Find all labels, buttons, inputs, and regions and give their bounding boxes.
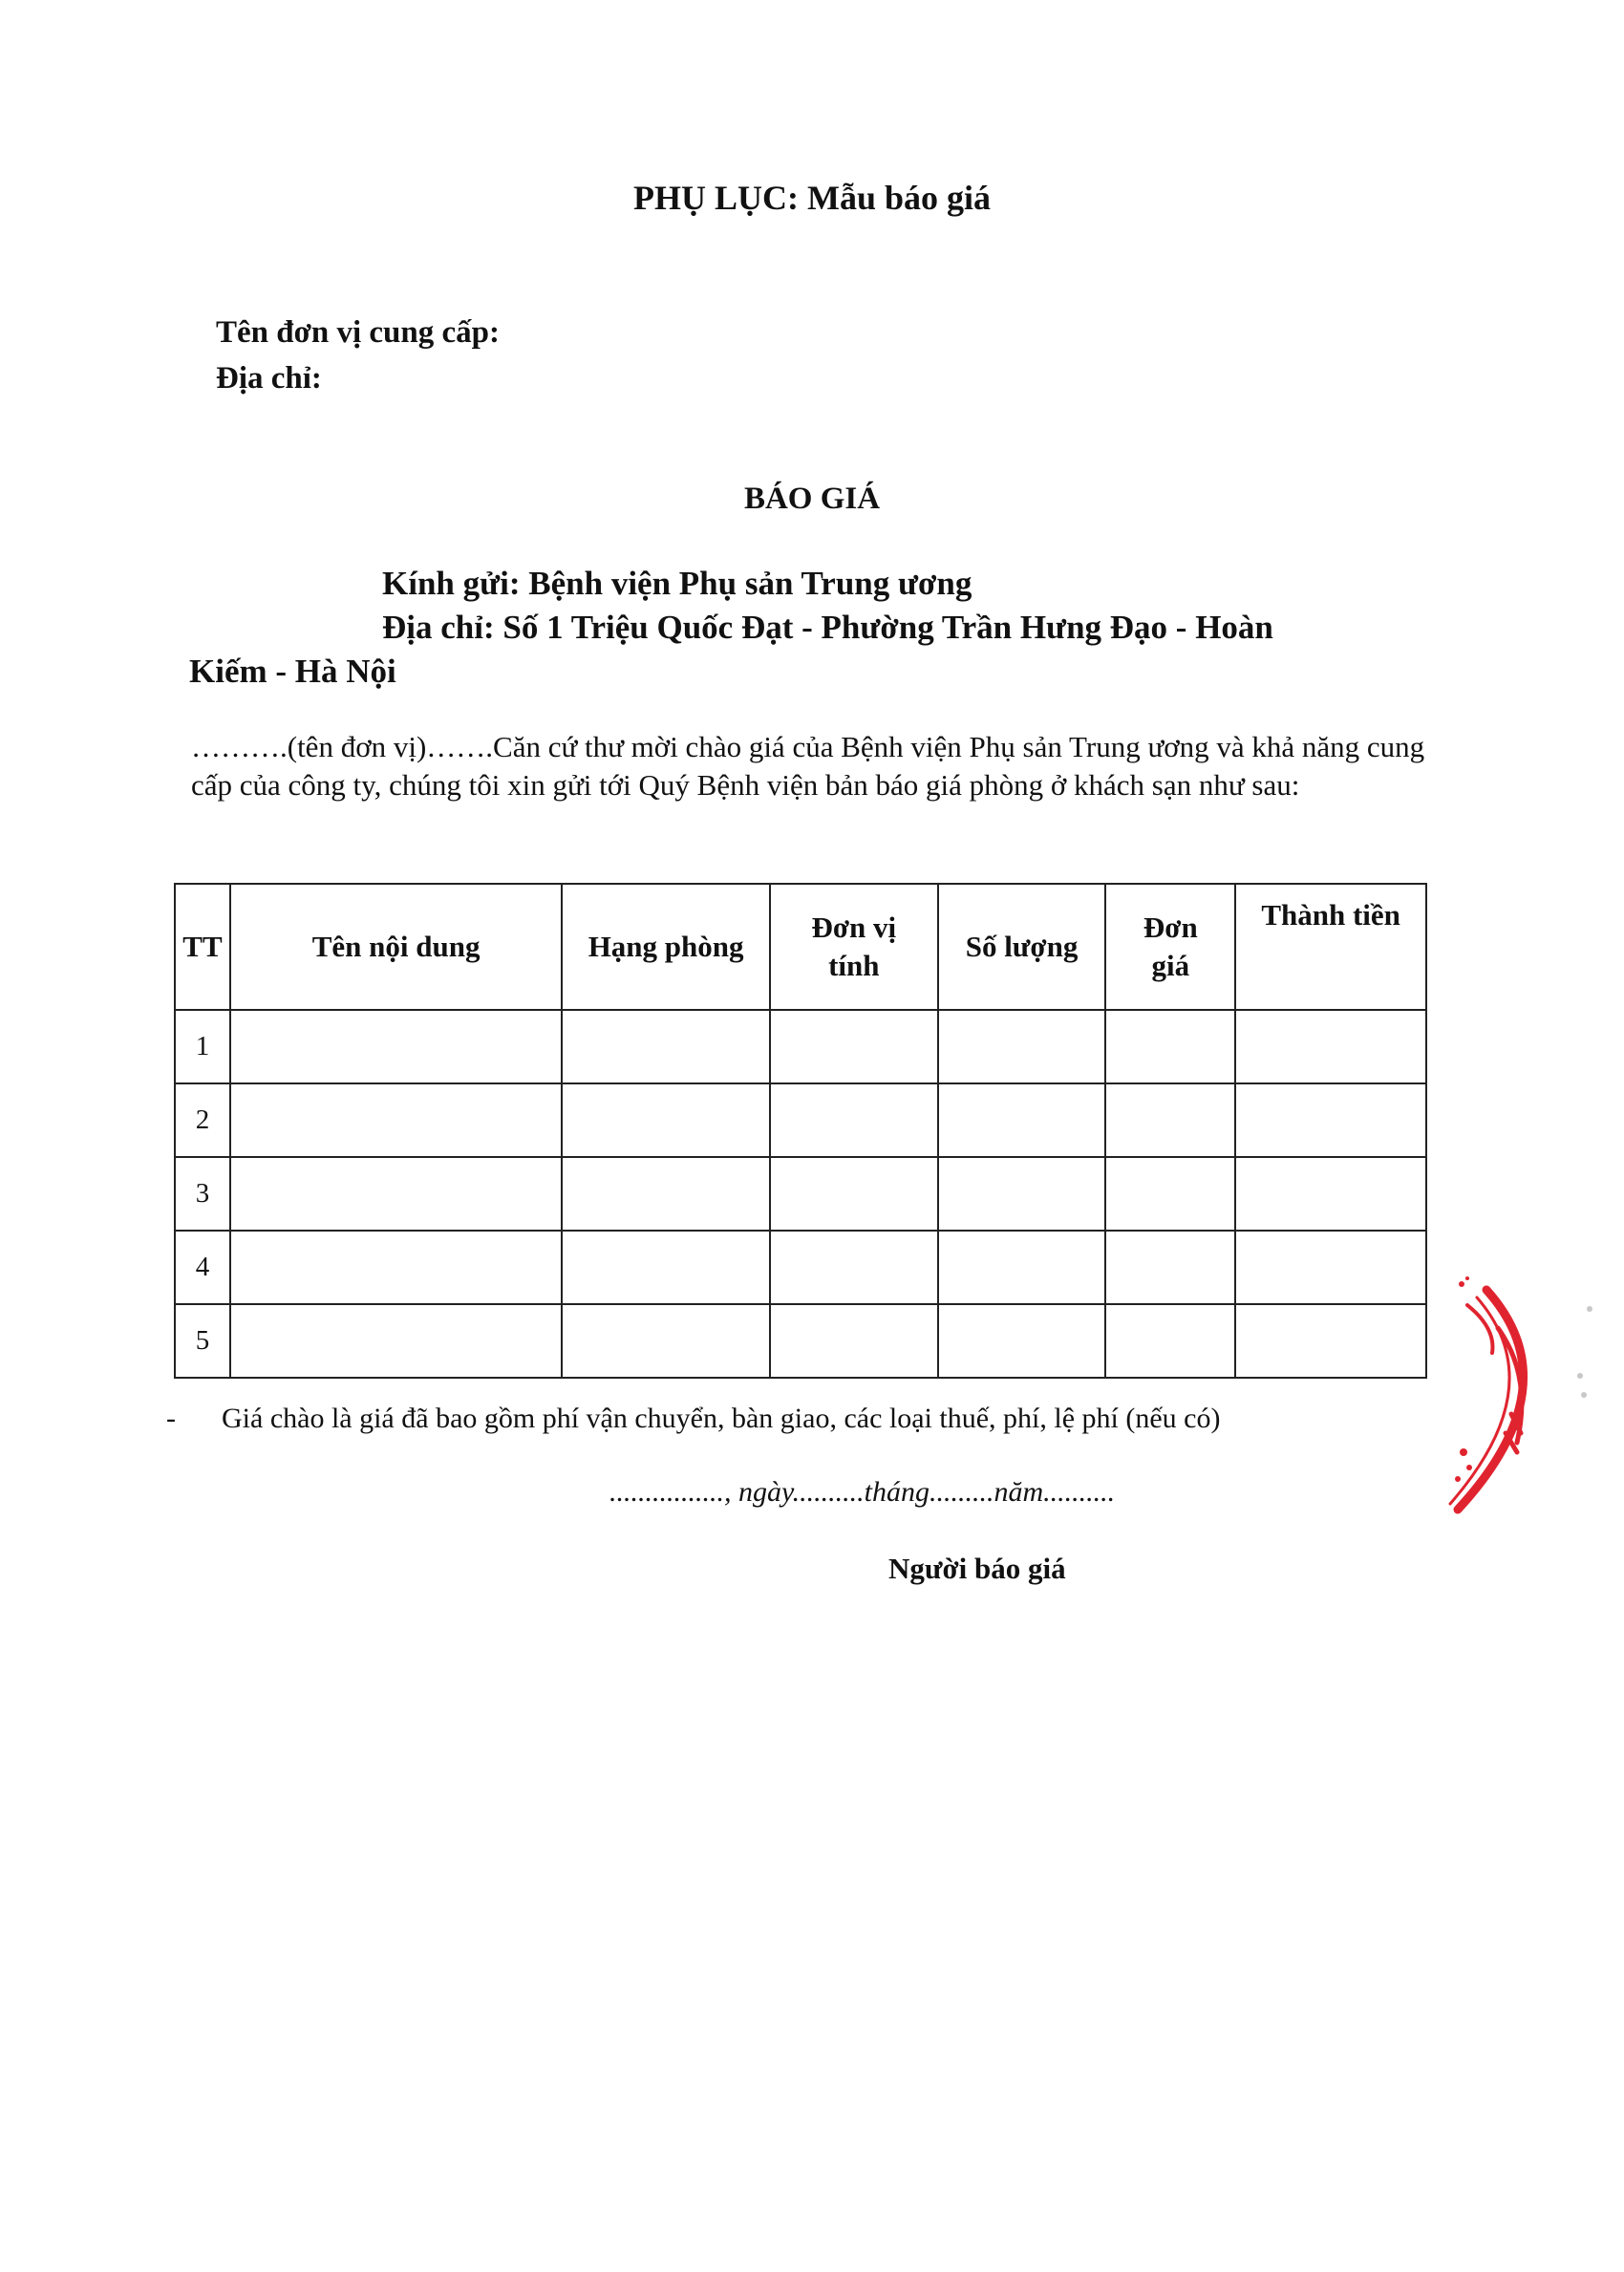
header-price-line-2: giá (1151, 949, 1190, 982)
cell-room-class (562, 1304, 770, 1378)
cell-total (1235, 1010, 1426, 1083)
cell-unit-price (1105, 1083, 1235, 1157)
cell-total (1235, 1304, 1426, 1378)
cell-content (230, 1010, 562, 1083)
header-unit (770, 884, 938, 1010)
note-dash: - (166, 1403, 176, 1434)
table-row (175, 1157, 1426, 1231)
signer-label: Người báo giá (888, 1552, 1066, 1585)
cell-total (1235, 1231, 1426, 1304)
cell-room-class (562, 1231, 770, 1304)
row-number: 2 (175, 1083, 230, 1157)
cell-content (230, 1083, 562, 1157)
supplier-address-label: Địa chỉ: (216, 361, 322, 396)
price-note (166, 1403, 1408, 1435)
row-number: 5 (175, 1304, 230, 1378)
table-header-row (175, 884, 1426, 1010)
supplier-name-label: Tên đơn vị cung cấp: (216, 315, 500, 350)
note-text: Giá chào là giá đã bao gồm phí vận chuyển, bàn giao, các loại thuế, phí, lệ phí (nếu có) (222, 1403, 1221, 1434)
row-number: 4 (175, 1231, 230, 1304)
cell-total (1235, 1157, 1426, 1231)
cell-unit (770, 1083, 938, 1157)
cell-content (230, 1157, 562, 1231)
cell-unit-price (1105, 1157, 1235, 1231)
recipient-info (189, 562, 1431, 694)
table-row (175, 1304, 1426, 1378)
supplier-info (216, 310, 500, 401)
cell-unit (770, 1304, 938, 1378)
recipient-line-2: Địa chỉ: Số 1 Triệu Quốc Đạt - Phường Trần Hưng Đạo - Hoàn (382, 609, 1273, 646)
header-unit-line-1: Đơn vị (811, 911, 897, 944)
cell-unit (770, 1157, 938, 1231)
cell-unit (770, 1231, 938, 1304)
header-price-line-1: Đơn (1143, 911, 1198, 944)
cell-quantity (938, 1157, 1106, 1231)
cell-quantity (938, 1231, 1106, 1304)
recipient-line-1: Kính gửi: Bệnh viện Phụ sản Trung ương (382, 565, 972, 602)
quote-table (174, 883, 1427, 1379)
row-number: 1 (175, 1010, 230, 1083)
table-row (175, 1231, 1426, 1304)
cell-content (230, 1304, 562, 1378)
cell-quantity (938, 1304, 1106, 1378)
cell-total (1235, 1083, 1426, 1157)
appendix-title: PHỤ LỤC: Mẫu báo giá (632, 179, 991, 217)
header-unit-line-2: tính (828, 949, 880, 982)
header-tt: TT (175, 884, 230, 1010)
cell-unit-price (1105, 1010, 1235, 1083)
red-stamp-edge (1429, 1271, 1624, 1529)
quote-title: BÁO GIÁ (743, 482, 881, 516)
table-row (175, 1083, 1426, 1157)
header-total: Thành tiền (1235, 884, 1426, 1010)
cell-room-class (562, 1010, 770, 1083)
cell-unit-price (1105, 1231, 1235, 1304)
header-unit-price (1105, 884, 1235, 1010)
cell-room-class (562, 1157, 770, 1231)
table-row (175, 1010, 1426, 1083)
header-content: Tên nội dung (230, 884, 562, 1010)
cell-unit (770, 1010, 938, 1083)
date-line: ................, ngày..........tháng.........năm.......... (609, 1476, 1116, 1508)
cell-unit-price (1105, 1304, 1235, 1378)
header-room-class: Hạng phòng (562, 884, 770, 1010)
recipient-line-3: Kiếm - Hà Nội (189, 653, 396, 690)
intro-paragraph: ……….(tên đơn vị)…….Căn cứ thư mời chào giá của Bệnh viện Phụ sản Trung ương và khả năng cung cấp của công ty, chúng tôi xin gửi tới Quý Bệnh viện bản báo giá phòng ở khách sạn như sau: (191, 730, 1425, 802)
cell-room-class (562, 1083, 770, 1157)
cell-quantity (938, 1083, 1106, 1157)
row-number: 3 (175, 1157, 230, 1231)
cell-content (230, 1231, 562, 1304)
header-quantity: Số lượng (938, 884, 1106, 1010)
cell-quantity (938, 1010, 1106, 1083)
